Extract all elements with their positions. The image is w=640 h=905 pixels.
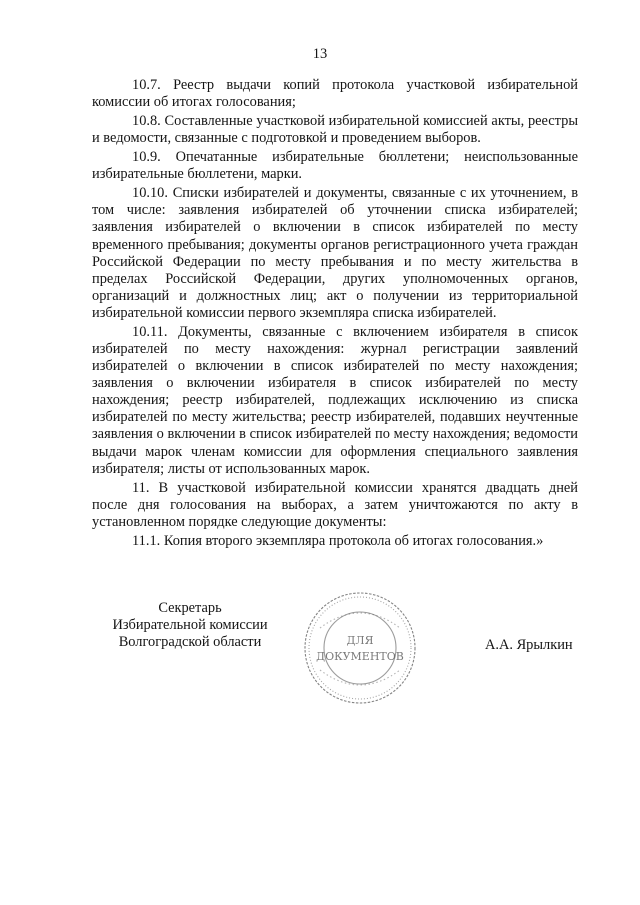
- paragraph-10-9: 10.9. Опечатанные избирательные бюллетени; неиспользованные избирательные бюллетени, марки.: [92, 149, 578, 183]
- paragraph-10-7: 10.7. Реестр выдачи копий протокола участковой избирательной комиссии об итогах голосования;: [92, 77, 578, 111]
- paragraph-10-10: 10.10. Списки избирателей и документы, связанные с их уточнением, в том числе: заявления избирателей об уточнении списка избирателей; заявления избирателей о включении в список избирателей по месту временного пребывания; документы органов регистрационного учета граждан Российской Федерации по месту пребывания и по месту жительства в пределах Российской Федерации, других уполномоченных органов, организаций и должностных лиц; акт о получении из территориальной избирательной комиссии первого экземпляра списка избирателей.: [92, 185, 578, 321]
- stamp-text-line: ДЛЯ: [346, 634, 374, 647]
- signatory-position-line: Секретарь: [158, 600, 222, 616]
- page-number: 13: [312, 46, 328, 62]
- stamp-text-line: ДОКУМЕНТОВ: [316, 650, 404, 663]
- document-body: [92, 77, 578, 552]
- official-stamp: [300, 588, 420, 708]
- paragraph-11-1: 11.1. Копия второго экземпляра протокола об итогах голосования.»: [132, 532, 544, 549]
- signatory-name: А.А. Ярылкин: [485, 637, 573, 653]
- paragraph-10-11: 10.11. Документы, связанные с включением избирателя в список избирателей по месту нахождения: журнал регистрации заявлений избирателей о включении в список избирателей по месту нахождения; заявления о включении избирателя в список избирателей по месту нахождения; реестр избирателей, подлежащих исключению из списка избирателей по месту жительства; реестр избирателей, подавших неучтенные заявления о включении в список избирателей по месту нахождения; ведомости выдачи марок членам комиссии для оформления специального заявления избирателя; листы от использованных марок.: [92, 323, 578, 477]
- paragraph-11: 11. В участковой избирательной комиссии хранятся двадцать дней после дня голосования на выборах, а затем уничтожаются по акту в установленном порядке следующие документы:: [92, 479, 578, 530]
- signatory-position-line: Избирательной комиссии: [112, 617, 268, 634]
- signatory-position: [100, 600, 280, 652]
- signatory-position-line: Волгоградской области: [118, 634, 262, 651]
- paragraph-10-8: 10.8. Составленные участковой избирательной комиссией акты, реестры и ведомости, связанные с подготовкой и проведением выборов.: [92, 113, 578, 147]
- signature-block: [0, 600, 640, 700]
